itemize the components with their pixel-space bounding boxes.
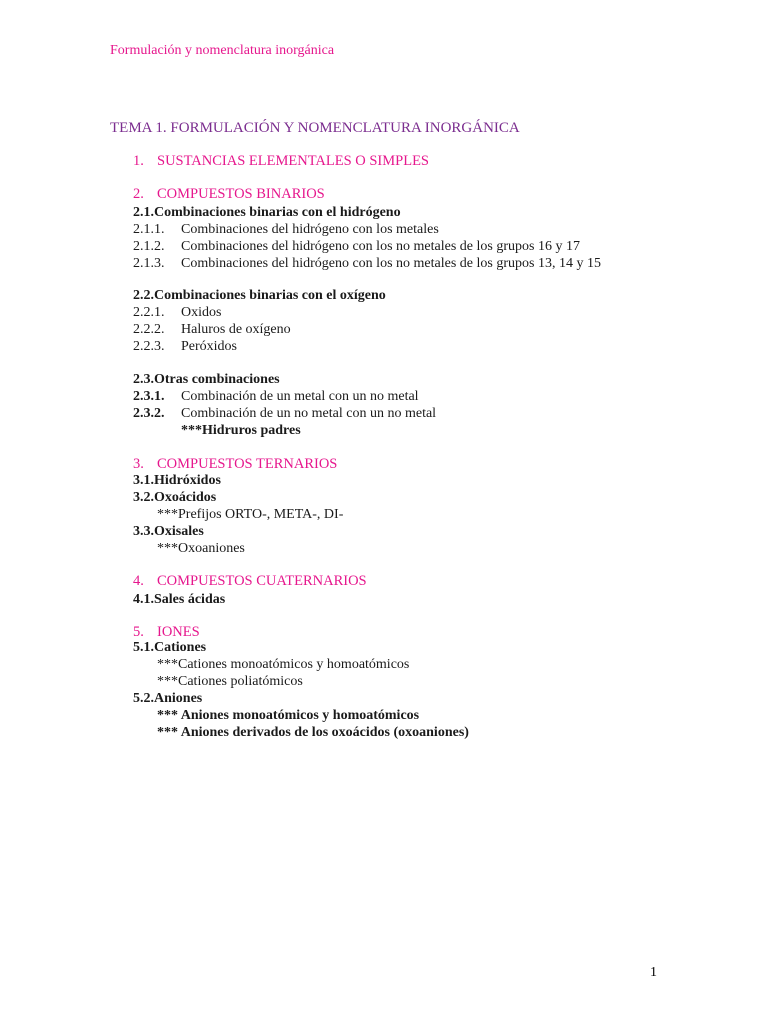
list-item (133, 222, 439, 238)
subsection-heading: 2.3.Otras combinaciones (133, 372, 280, 387)
note-line: ***Prefijos ORTO-, META-, DI- (157, 507, 344, 522)
item-number: 2.3.2. (133, 406, 165, 421)
subsection-heading: 3.2.Oxoácidos (133, 490, 217, 505)
subsection-heading: 5.1.Cationes (133, 640, 207, 655)
section-label: COMPUESTOS CUATERNARIOS (157, 573, 367, 589)
list-item (133, 256, 601, 272)
running-header: Formulación y nomenclatura inorgánica (110, 43, 335, 58)
list-item (133, 406, 436, 422)
section-3-heading (133, 456, 337, 473)
item-text: Combinaciones del hidrógeno con los no metales de los grupos 13, 14 y 15 (181, 256, 601, 271)
section-2-heading (133, 186, 325, 203)
list-item (133, 305, 221, 321)
page-number: 1 (650, 965, 657, 980)
section-label: IONES (157, 624, 200, 640)
item-number: 2.3.1. (133, 389, 165, 404)
list-item (133, 322, 291, 338)
subsection-heading: 2.2.Combinaciones binarias con el oxígeno (133, 288, 386, 303)
item-text: Combinaciones del hidrógeno con los no metales de los grupos 16 y 17 (181, 239, 580, 254)
list-item (133, 389, 419, 405)
list-item (133, 339, 237, 355)
subsection-heading: 5.2.Aniones (133, 691, 203, 706)
item-text: Combinación de un metal con un no metal (181, 389, 419, 404)
item-text: Peróxidos (181, 339, 237, 354)
note-line: ***Oxoaniones (157, 541, 245, 556)
note-line: ***Cationes poliatómicos (157, 674, 303, 689)
subsection-heading: 2.1.Combinaciones binarias con el hidrógeno (133, 205, 401, 220)
section-4-heading (133, 573, 367, 590)
item-text: Haluros de oxígeno (181, 322, 291, 337)
item-number: 2.2.1. (133, 305, 165, 320)
section-number: 2. (133, 186, 144, 202)
section-number: 4. (133, 573, 144, 589)
subsection-heading: 3.3.Oxisales (133, 524, 204, 539)
section-label: COMPUESTOS TERNARIOS (157, 456, 338, 472)
section-1-heading (133, 153, 429, 170)
item-number: 2.1.3. (133, 256, 165, 271)
section-5-heading (133, 624, 200, 641)
list-item (133, 239, 580, 255)
item-number: 2.1.1. (133, 222, 165, 237)
page-title: TEMA 1. FORMULACIÓN Y NOMENCLATURA INORGÁNICA (110, 120, 520, 136)
item-number: 2.2.3. (133, 339, 165, 354)
note-line: *** Aniones derivados de los oxoácidos (oxoaniones) (157, 725, 469, 740)
item-text: Combinaciones del hidrógeno con los metales (181, 222, 439, 237)
section-label: COMPUESTOS BINARIOS (157, 186, 325, 202)
item-text: Combinación de un no metal con un no metal (181, 406, 437, 421)
item-number: 2.1.2. (133, 239, 165, 254)
subsection-heading: 3.1.Hidróxidos (133, 473, 221, 488)
item-number: 2.2.2. (133, 322, 165, 337)
section-number: 5. (133, 624, 144, 640)
section-label: SUSTANCIAS ELEMENTALES O SIMPLES (157, 153, 429, 169)
note-line: *** Aniones monoatómicos y homoatómicos (157, 708, 420, 723)
note-line: ***Hidruros padres (181, 423, 301, 438)
item-text: Oxidos (181, 305, 222, 320)
section-number: 3. (133, 456, 144, 472)
note-line: ***Cationes monoatómicos y homoatómicos (157, 657, 410, 672)
subsection-heading: 4.1.Sales ácidas (133, 592, 226, 607)
section-number: 1. (133, 153, 144, 169)
